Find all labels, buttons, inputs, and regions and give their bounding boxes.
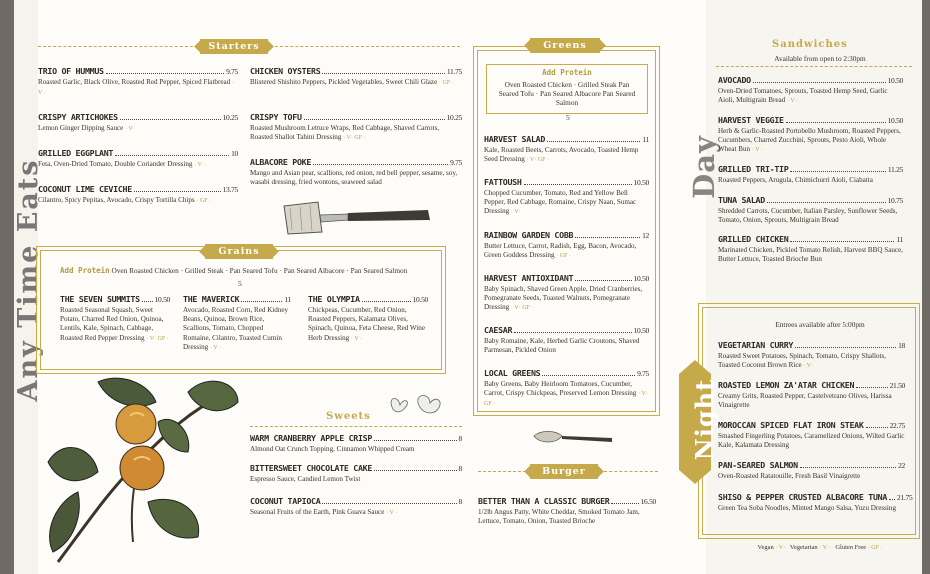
item-description: Chopped Cucumber, Tomato, Red and Yellow Bell Pepper, Red Cabbage, Romaine, Crispy Naan, Sumac Dressing — [484, 189, 637, 216]
grains-add-protein — [60, 266, 420, 275]
item-name: CRISPY ARTICHOKES — [38, 112, 118, 122]
item-description: Green Tea Soba Noodles, Minted Mango Salsa, Yuzu Dressing — [718, 504, 896, 512]
item-description: Mango and Asian pear, scallions, red onion, red bell pepper, sesame, soy, wasabi dressing, fried wontons, seaweed salad — [250, 169, 458, 187]
starters-banner: Starters — [200, 39, 268, 54]
diet-tag: · V· — [511, 209, 521, 216]
menu-item — [484, 325, 649, 356]
item-price: 8 — [458, 497, 462, 506]
item-name: HARVEST VEGGIE — [718, 115, 784, 125]
item-description: Blistered Shishito Peppers, Pickled Vegetables, Sweet Chili Glaze — [250, 78, 438, 86]
item-price: 10.25 — [222, 113, 238, 122]
item-price: 10.50 — [633, 326, 649, 335]
menu-item — [718, 492, 913, 514]
menu-item — [250, 112, 462, 143]
item-description: Cilantro, Spicy Pepitas, Avocado, Crispy Tortilla Chips — [38, 196, 195, 204]
diet-tag: · GF · — [196, 198, 212, 204]
menu-item — [60, 294, 170, 344]
item-name: CAESAR — [484, 325, 513, 335]
item-price: 9.75 — [637, 369, 649, 378]
item-description: Kale, Roasted Beets, Carrots, Avocado, Toasted Hemp Seed Dressing — [484, 146, 639, 164]
butterflies-illustration — [386, 393, 446, 421]
item-name: VEGETARIAN CURRY — [718, 340, 794, 350]
greens-banner: Greens — [530, 38, 600, 53]
menu-item — [38, 148, 238, 170]
item-description: Baby Greens, Baby Heirloom Tomatoes, Cucumber, Carrot, Crispy Chickpeas, Preserved Lemon Dressing — [484, 380, 637, 398]
burger-rule-left — [478, 471, 526, 472]
item-price: 10.50 — [633, 178, 649, 187]
item-price: 11.75 — [446, 67, 462, 76]
menu-item — [183, 294, 291, 353]
item-name: TUNA SALAD — [718, 195, 765, 205]
diet-tag: · V· GF · — [484, 391, 648, 408]
sandwiches-rule — [716, 66, 912, 67]
diet-tag: · V · — [38, 80, 234, 97]
item-description: Roasted Peppers, Arugula, Chimichurri Aioli, Ciabatta — [718, 176, 873, 184]
item-name: BITTERSWEET CHOCOLATE CAKE — [250, 463, 373, 473]
diet-tag: · GF · — [556, 253, 571, 260]
item-price: 9.75 — [226, 67, 238, 76]
menu-item — [250, 433, 462, 455]
item-description: Oven-Dried Tomatoes, Sprouts, Toasted Hemp Seed, Garlic Aioli, Multigrain Bread — [718, 87, 888, 105]
starters-rule-left — [38, 46, 198, 47]
item-description: Seasonal Fruits of the Earth, Pink Guava Sauce — [250, 508, 385, 516]
menu-item — [308, 294, 428, 344]
diet-tag: · V· GF · — [526, 157, 549, 164]
item-price: 10.50 — [154, 295, 170, 304]
item-price: 8 — [458, 464, 462, 473]
menu-item — [484, 134, 649, 165]
item-name: WARM CRANBERRY APPLE CRISP — [250, 433, 373, 443]
diet-tag: · V· — [803, 363, 814, 370]
item-price: 13.75 — [222, 185, 238, 194]
menu-item — [718, 75, 903, 106]
menu-item — [38, 184, 238, 206]
item-description: Roasted Sweet Potatoes, Spinach, Tomato, Crispy Shallots, Toasted Coconut Brown Rice — [718, 352, 887, 370]
diet-legend: Vegan · V· Vegetarian · V · Gluten Free · GF · — [757, 544, 883, 551]
item-price: 22.75 — [889, 421, 905, 430]
item-description: Oven-Roasted Ratatouille, Fresh Basil Vinaigrette — [718, 472, 861, 480]
sweets-heading: Sweets — [326, 411, 371, 422]
left-sidebar — [13, 0, 44, 574]
item-name: ROASTED LEMON ZA'ATAR CHICKEN — [718, 380, 855, 390]
item-name: FATTOUSH — [484, 177, 522, 187]
item-name: BETTER THAN A CLASSIC BURGER — [478, 496, 610, 506]
diet-tag: · V · — [350, 335, 363, 342]
item-name: COCONUT LIME CEVICHE — [38, 184, 132, 194]
item-price: 22 — [898, 461, 905, 470]
fruit-branch-illustration — [38, 352, 243, 574]
item-price: 9.75 — [450, 158, 462, 167]
item-price: 10.25 — [446, 113, 462, 122]
item-name: THE SEVEN SUMMITS — [60, 294, 140, 304]
menu-item — [718, 340, 905, 371]
item-name: TRIO OF HUMMUS — [38, 66, 104, 76]
spatula-illustration — [278, 196, 438, 238]
item-name: GRILLED EGGPLANT — [38, 148, 114, 158]
greens-add-protein-options: Oven Roasted Chicken · Grilled Steak Pan Seared Tofu · Pan Seared Albacore Pan Seared Salmon — [498, 80, 636, 107]
side-title: Any Time Eats — [13, 158, 44, 402]
item-description: Roasted Mushroom Lettuce Wraps, Red Cabbage, Shaved Carrots, Roasted Shallot Tahini Dressing — [250, 124, 440, 142]
sandwiches-subtitle: Available from open to 2:30pm — [774, 54, 866, 63]
item-description: Butter Lettuce, Carrot, Radish, Egg, Bacon, Avocado, Green Goddess Dressing — [484, 242, 637, 260]
entrees-subtitle: Entrees available after 5:00pm — [775, 320, 865, 329]
item-name: ALBACORE POKE — [250, 157, 312, 167]
menu-item — [718, 420, 905, 451]
item-description: Roasted Garlic, Black Olive, Roasted Red Pepper, Spiced Flatbread — [38, 78, 231, 86]
menu-item — [484, 368, 649, 410]
item-name: THE OLYMPIA — [308, 294, 360, 304]
diet-tag: · V · — [386, 510, 398, 516]
item-description: Creamy Grits, Roasted Pepper, Castelvetrano Olives, Harissa Vinaigrette — [718, 392, 892, 410]
burger-banner: Burger — [530, 464, 598, 479]
right-edge-border — [922, 0, 930, 574]
item-name: RAINBOW GARDEN COBB — [484, 230, 574, 240]
add-protein-label: Add Protein — [60, 266, 110, 275]
menu-item — [484, 177, 649, 218]
item-name: THE MAVERICK — [183, 294, 240, 304]
greens-add-protein-label: Add Protein — [542, 68, 592, 77]
item-name: PAN-SEARED SALMON — [718, 460, 798, 470]
menu-item — [250, 157, 462, 188]
menu-item — [38, 66, 238, 98]
item-name: CHICKEN OYSTERS — [250, 66, 321, 76]
left-edge-border — [0, 0, 14, 574]
diet-tag: · V · — [786, 98, 799, 105]
sandwiches-heading: Sandwiches — [772, 39, 848, 50]
item-price: 11 — [642, 135, 649, 144]
item-name: GRILLED CHICKEN — [718, 234, 789, 244]
item-name: LOCAL GREENS — [484, 368, 541, 378]
item-price: 10.50 — [633, 274, 649, 283]
item-description: Smashed Fingerling Potatoes, Caramelized Onions, Wilted Garlic Kale, Kalamata Dressing — [718, 432, 905, 450]
item-description: Espresso Sauce, Candied Lemon Twist — [250, 475, 361, 483]
item-price: 11 — [284, 295, 291, 304]
menu-item — [250, 463, 462, 485]
grains-add-protein-price: 5 — [238, 279, 242, 288]
menu-item — [250, 66, 462, 88]
item-name: GRILLED TRI-TIP — [718, 164, 789, 174]
item-price: 10 — [231, 149, 238, 158]
item-description: Roasted Seasonal Squash, Sweet Potato, Charred Red Onion, Quinoa, Lentils, Kale, Spinach, Cabbage, Roasted Red Pepper Dressing — [60, 306, 164, 342]
menu-item — [718, 195, 903, 226]
day-label: Day — [686, 135, 721, 199]
item-name: SHISO & PEPPER CRUSTED ALBACORE TUNA — [718, 492, 888, 502]
night-label: Night — [690, 378, 720, 461]
item-description: 1/2lb Angus Patty, White Cheddar, Smoked Tomato Jam, Lettuce, Tomato, Onion, Toasted Brioche — [478, 508, 640, 526]
item-price: 18 — [898, 341, 905, 350]
item-name: MOROCCAN SPICED FLAT IRON STEAK — [718, 420, 864, 430]
menu-item — [484, 230, 649, 261]
item-description: Shredded Carrots, Cucumber, Italian Parsley, Sunflower Seeds, Tomato, Onion, Sprouts, Multigrain Bread — [718, 207, 898, 225]
trowel-illustration — [530, 428, 620, 450]
burger-rule-right — [604, 471, 658, 472]
item-description: Marinated Chicken, Pickled Tomato Relish, Harvest BBQ Sauce, Butter Lettuce, Toasted Brioche Bun — [718, 246, 903, 264]
menu-item — [38, 112, 238, 134]
diet-tag: · V· GF · — [146, 335, 169, 342]
item-price: 10.50 — [887, 116, 903, 125]
menu-item — [718, 460, 905, 482]
item-name: HARVEST ANTIOXIDANT — [484, 273, 574, 283]
item-description: Baby Spinach, Shaved Green Apple, Dried Cranberries, Pomegranate Seeds, Toasted Walnuts, Pomegranate Dressing — [484, 285, 643, 312]
item-name: HARVEST SALAD — [484, 134, 546, 144]
item-price: 10.50 — [412, 295, 428, 304]
menu-item — [718, 115, 903, 156]
item-name: CRISPY TOFU — [250, 112, 302, 122]
item-price: 10.75 — [887, 196, 903, 205]
diet-tag: · V · — [751, 147, 764, 154]
item-price: 11 — [896, 235, 903, 244]
menu-item — [478, 496, 656, 527]
item-description: Feta, Oven-Dried Tomato, Double Coriander Dressing — [38, 160, 193, 168]
item-description: Chickpeas, Cucumber, Red Onion, Roasted Peppers, Kalamata Olives, Spinach, Quinoa, Feta Cheese, Red Wine Herb Dressing — [308, 306, 425, 342]
item-description: Baby Romaine, Kale, Herbed Garlic Croutons, Shaved Parmesan, Pickled Onion — [484, 337, 640, 355]
item-price: 8 — [458, 434, 462, 443]
item-description: Almond Oat Crunch Topping, Cinnamon Whipped Cream — [250, 445, 415, 453]
diet-tag: · GF · — [439, 80, 454, 86]
menu-item — [718, 234, 903, 265]
diet-tag: · V· GF · — [511, 305, 534, 312]
add-protein-options: Oven Roasted Chicken · Grilled Steak · Pan Seared Tofu · Pan Seared Albacore · Pan Seared Salmon — [111, 266, 408, 275]
menu-item — [250, 496, 462, 518]
item-price: 11.25 — [887, 165, 903, 174]
diet-tag: · V · — [194, 162, 206, 168]
item-description: Herb & Garlic-Roasted Portobello Mushroom, Roasted Peppers, Cucumbers, Charred Zucchini, Sprouts, Pesto Aioli, Whole Wheat Bun — [718, 127, 901, 154]
diet-tag: · V· GF · — [343, 135, 366, 142]
item-price: 10.50 — [887, 76, 903, 85]
sweets-rule — [250, 426, 462, 427]
item-name: AVOCADO — [718, 75, 751, 85]
starters-rule-right — [270, 46, 460, 47]
diet-tag: · V · — [210, 344, 222, 351]
item-price: 16.50 — [640, 497, 656, 506]
menu-item — [718, 164, 903, 186]
diet-tag: · V· — [125, 126, 135, 132]
menu-item — [718, 380, 905, 411]
item-price: 12 — [642, 231, 649, 240]
item-price: 21.50 — [889, 381, 905, 390]
item-description: Avocado, Roasted Corn, Red Kidney Beans, Quinoa, Brown Rice, Scallions, Tomato, Chopped Romaine, Cilantro, Toasted Cumin Dressing — [183, 306, 289, 351]
item-description: Lemon Ginger Dipping Sauce — [38, 124, 124, 132]
item-price: 21.75 — [897, 493, 913, 502]
greens-add-protein-price: 5 — [566, 113, 570, 122]
item-name: COCONUT TAPIOCA — [250, 496, 321, 506]
menu-item — [484, 273, 649, 314]
grains-banner: Grains — [205, 244, 273, 259]
